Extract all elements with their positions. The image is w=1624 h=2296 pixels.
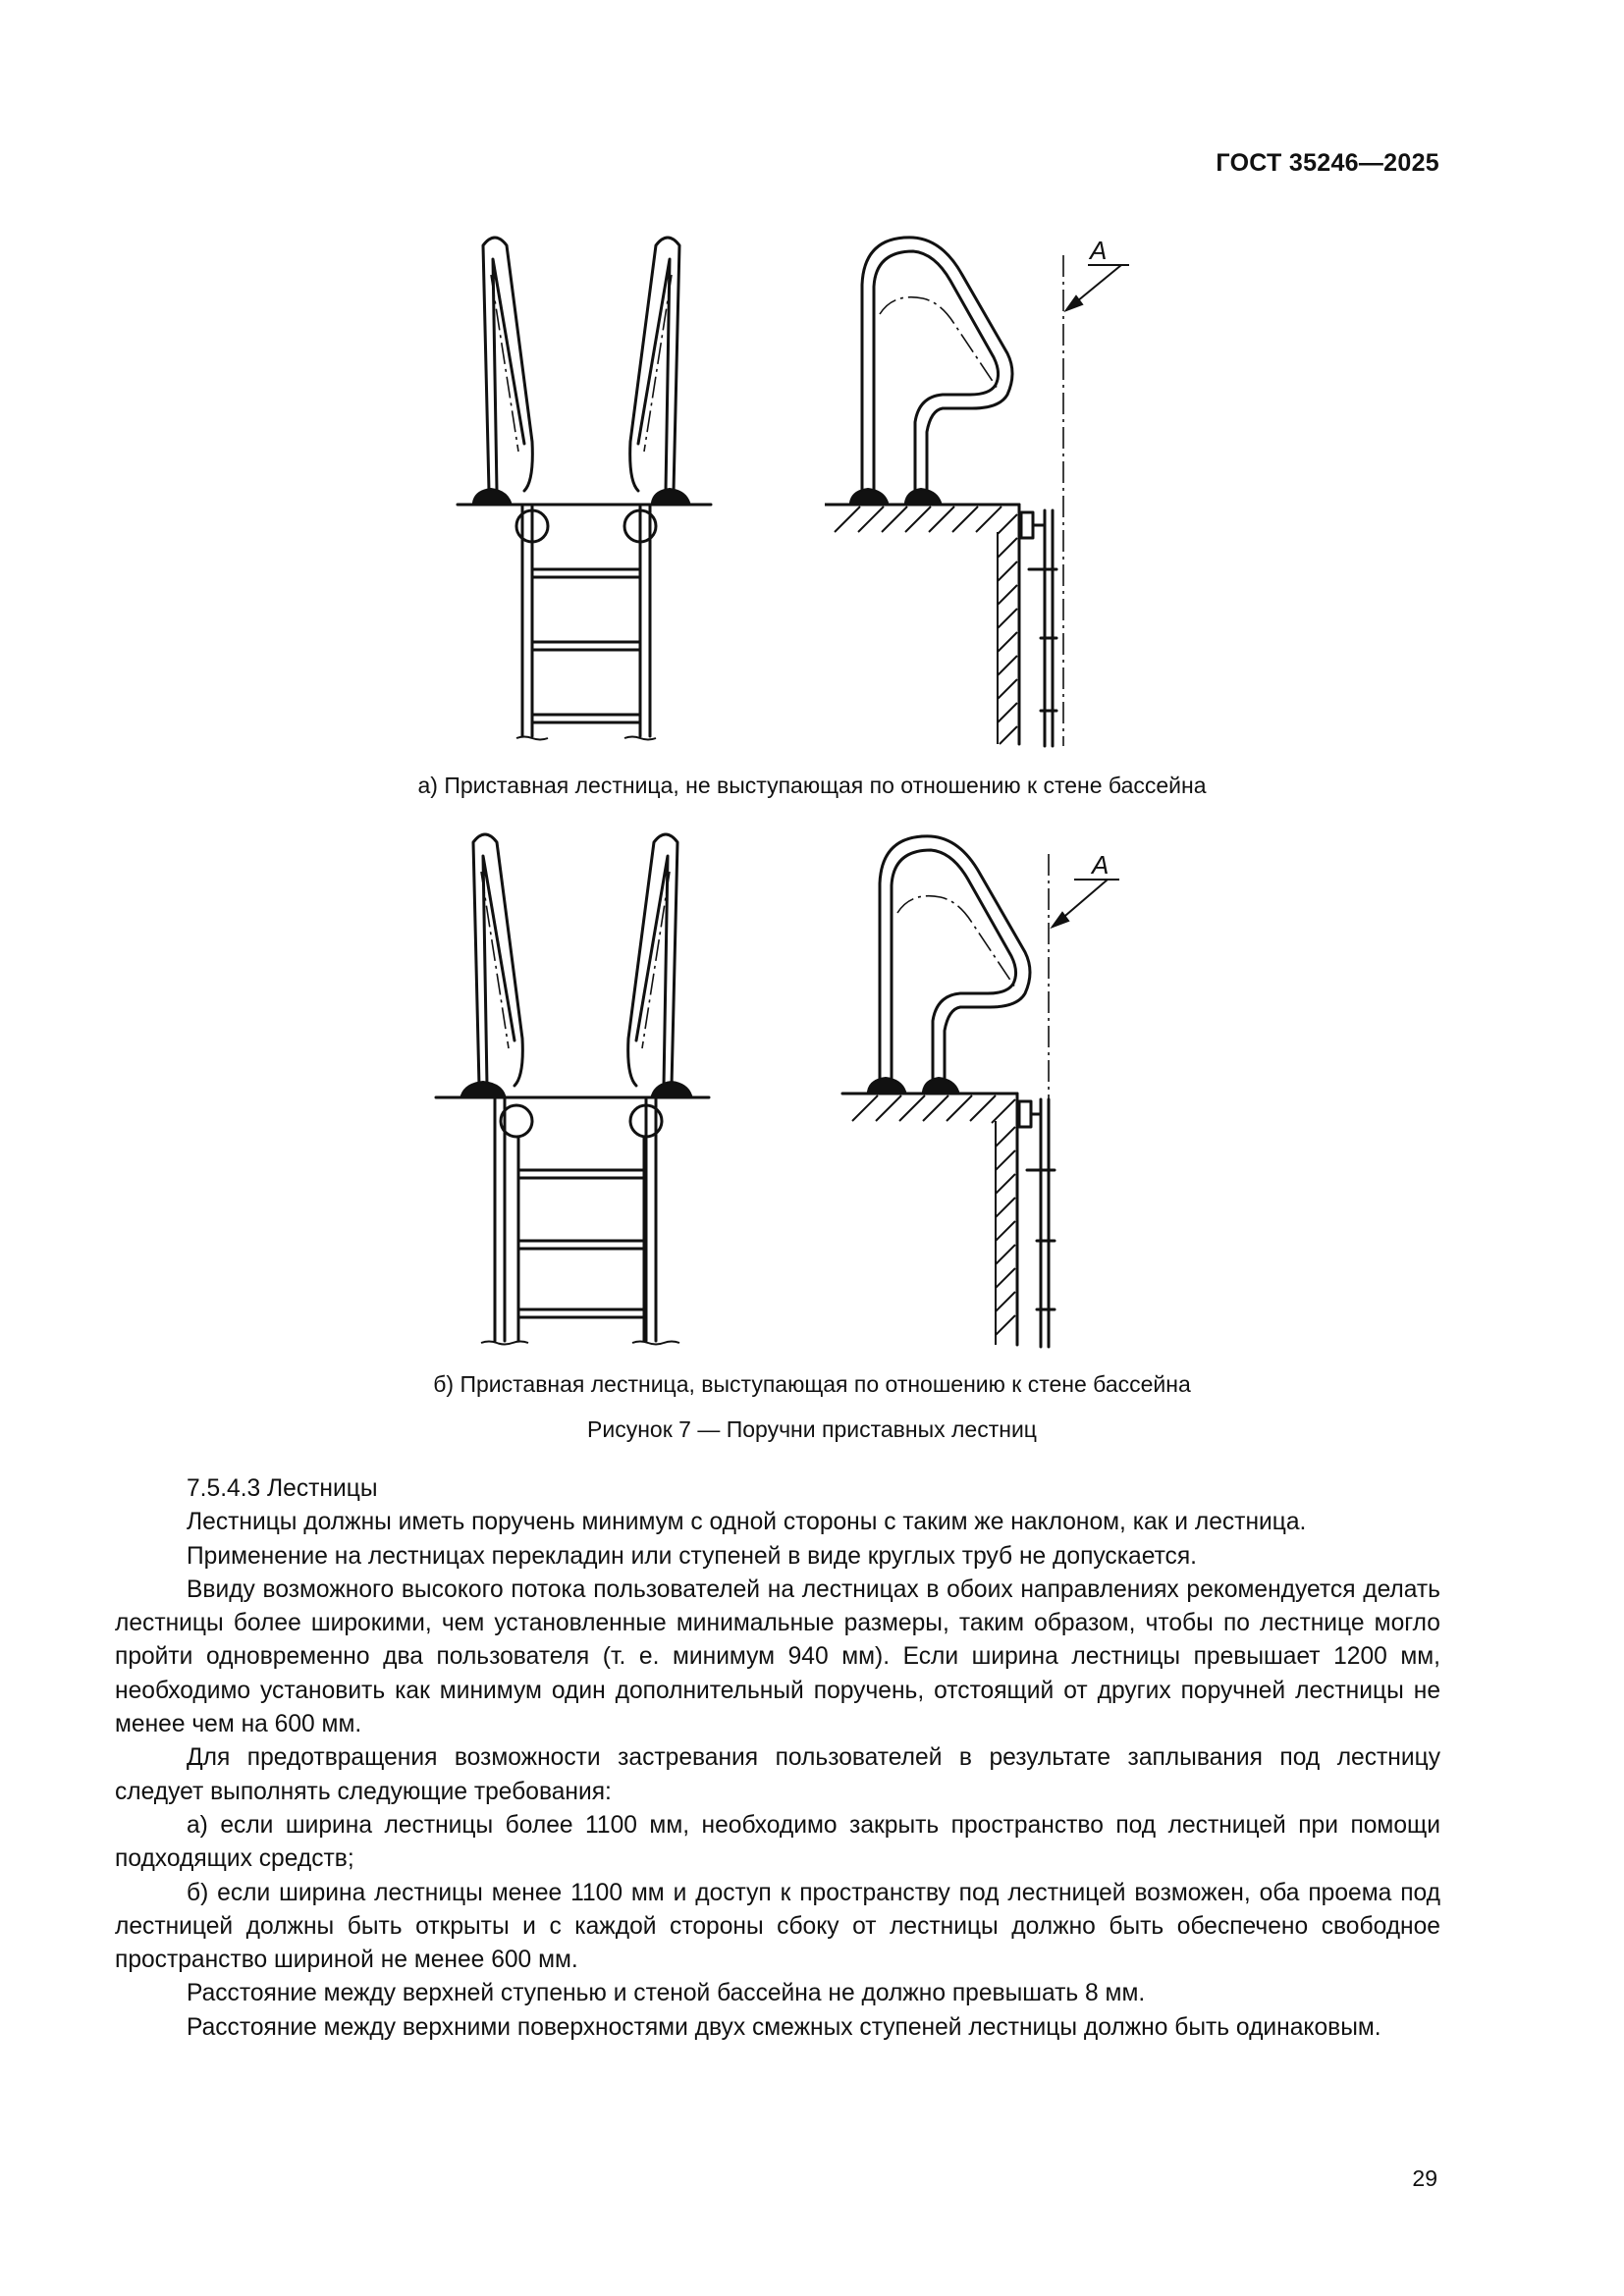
page-number: 29 (1412, 2165, 1437, 2191)
paragraph: Расстояние между верхней ступенью и стеной бассейна не должно превышать 8 мм. (187, 1980, 1146, 2007)
figure-b-side-view (835, 825, 1149, 1355)
figure-a-caption: а) Приставная лестница, не выступающая по отношению к стене бассейна (417, 773, 1207, 798)
document-header: ГОСТ 35246—2025 (1216, 149, 1439, 177)
left-handrail-front (473, 238, 532, 503)
pool-wall-section (825, 505, 1019, 744)
figure-a-side-view (825, 226, 1139, 775)
handrail-side (850, 238, 1012, 503)
right-handrail-front (630, 238, 689, 503)
figure-a-front-view (452, 226, 727, 775)
paragraph: Лестницы должны иметь поручень минимум с одной стороны с таким же наклоном, как и лестница. (187, 1509, 1307, 1536)
paragraph: Ввиду возможного высокого потока пользователей на лестницах в обоих направлениях рекомендуется делать лестницы более широкими, чем установленные минимальные размеры, таким образом, чтобы по лестнице могло пройти одновременно два пользователя (т. е. минимум 940 мм). Если ширина лестницы превышает 1200 мм, необходимо установить как минимум один дополнительный поручень, отстоящий от других поручней лестницы не менее чем на 600 мм. (115, 1575, 1440, 1738)
ladder-side (1021, 510, 1056, 746)
label-a: A (1090, 236, 1108, 265)
pool-wall-section (842, 1094, 1017, 1345)
figure-b-front-view (422, 825, 736, 1355)
ladder-side (1019, 1099, 1055, 1347)
label-a: A (1092, 850, 1110, 880)
paragraph: Для предотвращения возможности застревания пользователей в результате заплывания под лестницу следует выполнять следующие требования: (115, 1744, 1440, 1805)
paragraph: б) если ширина лестницы менее 1100 мм и доступ к пространству под лестницей возможен, оба проема под лестницей должны быть открыты и с каждой стороны сбоку от лестницы должно быть обеспечено свободное пространство шириной не менее 600 мм. (115, 1879, 1440, 1974)
left-handrail-front (461, 834, 522, 1095)
figure-b-caption: б) Приставная лестница, выступающая по отношению к стене бассейна (433, 1371, 1191, 1397)
ladder-front (516, 507, 656, 740)
paragraph: Применение на лестницах перекладин или ступеней в виде круглых труб не допускается. (187, 1542, 1197, 1570)
right-handrail-front (628, 834, 691, 1095)
ladder-front (481, 1099, 679, 1345)
paragraph: а) если ширина лестницы более 1100 мм, необходимо закрыть пространство под лестницей при помощи подходящих средств; (115, 1811, 1440, 1873)
handrail-side (868, 836, 1030, 1092)
figure-title: Рисунок 7 — Поручни приставных лестниц (587, 1416, 1037, 1442)
section-body (115, 1472, 1440, 2045)
section-heading: 7.5.4.3 Лестницы (187, 1475, 378, 1502)
paragraph: Расстояние между верхними поверхностями двух смежных ступеней лестницы должно быть одинаковым. (187, 2013, 1381, 2041)
